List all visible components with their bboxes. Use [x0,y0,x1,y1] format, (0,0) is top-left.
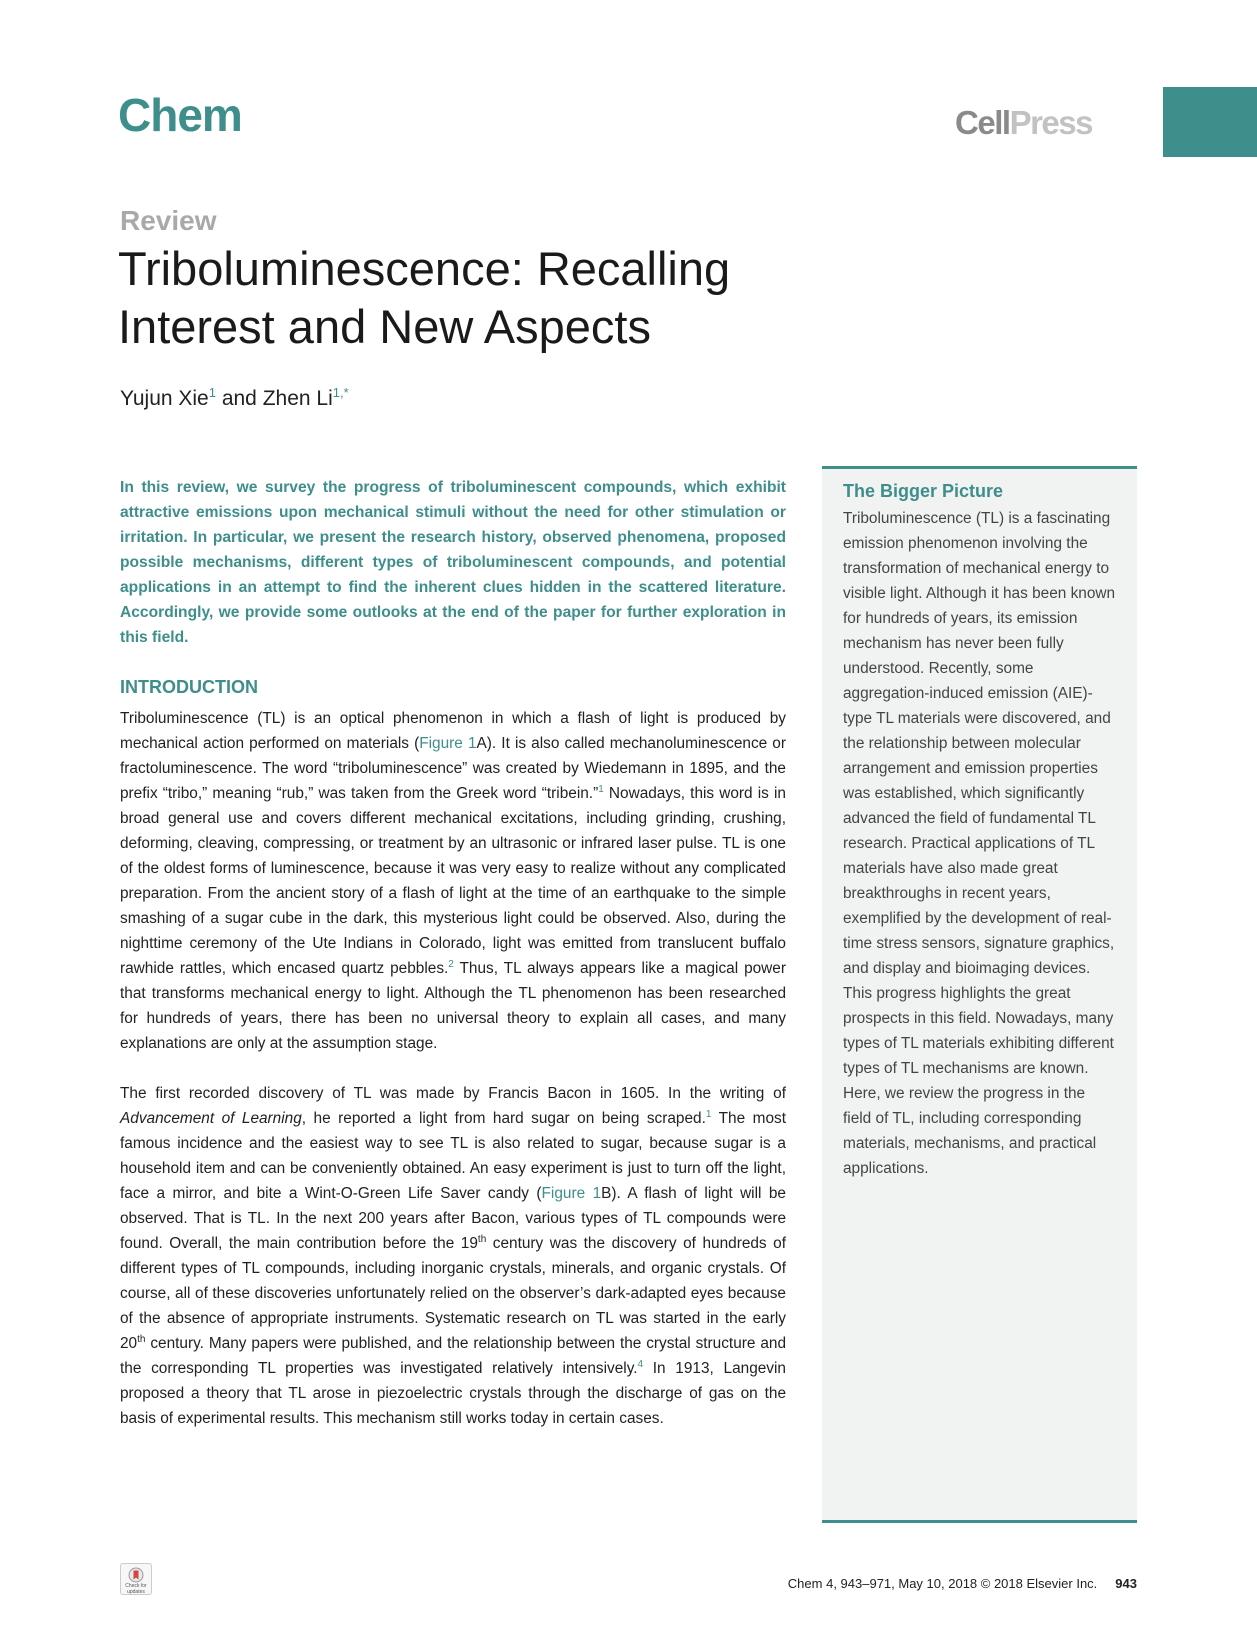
text-run: century. Many papers were published, and the relationship between the crystal structure and the corresponding TL properties was investigated relatively intensively. [120,1335,786,1377]
page-footer [788,1576,1137,1591]
text-run: The most famous incidence and the easiest way to see TL is also related to sugar, because sugar is a household item and can be conveniently obtained. An easy experiment is just to turn off the light, face a mirror, and bite a Wint-O-Green Life Saver candy ( [120,1110,787,1202]
corner-color-tab [1163,87,1257,157]
reference-link[interactable]: 1 [705,1108,712,1120]
reference-link[interactable]: 1 [598,783,604,795]
journal-logo: Chem [118,89,242,141]
text-run: Thus, TL always appears like a magical power that transforms mechanical energy to light. Although the TL phenomenon has been researched for hundreds of years, there has been no universal theory to explain all cases, and many explanations are only at the assumption stage. [120,960,786,1052]
check-for-updates-label: Check for updates [125,1583,147,1595]
sidebar-text: Triboluminescence (TL) is a fascinating emission phenomenon involving the transformation of mechanical energy to visible light. Although it has been known for hundreds of years, its emission mechanism has never been fully understood. Recently, some aggregation-induced emission (AIE)-type TL materials were discovered, and the relationship between molecular arrangement and emission properties was established, which significantly advanced the field of fundamental TL research. Practical applications of TL materials have also made great breakthroughs in recent years, exemplified by the development of real-time stress sensors, signature graphics, and display and bioimaging devices. This progress highlights the great prospects in this field. Nowadays, many types of TL materials exhibiting different types of TL mechanisms are known. Here, we review the progress in the field of TL, including corresponding materials, mechanisms, and practical applications. [843,510,1116,1177]
publisher-logo-press: Press [1009,104,1092,141]
figure-link[interactable]: Figure 1 [419,735,477,752]
figure-link[interactable]: Figure 1 [541,1185,602,1202]
author-affiliation-marker[interactable]: 1 [208,385,216,400]
bookmark-icon [128,1567,144,1583]
reference-link[interactable]: 2 [448,958,454,970]
author-name: Zhen Li [262,387,333,410]
article-title: Triboluminescence: Recalling Interest and New Aspects [118,242,731,353]
ordinal-suffix: th [477,1233,487,1245]
body-text [120,706,786,1456]
text-run: A). It is also called mechanoluminescence or fractoluminescence. The word “triboluminescence” was created by Wiedemann in 1895, and the prefix “tribo,” meaning “rub,” was taken from the Greek word “tribein.” [120,735,786,802]
author-joiner: and [215,387,263,410]
ordinal-suffix: th [137,1333,146,1345]
publisher-logo [955,106,1092,139]
author-list [120,385,349,411]
reference-link[interactable]: 4 [637,1358,644,1370]
text-run: In 1913, Langevin proposed a theory that TL arose in piezoelectric crystals through the discharge of gas on the basis of experimental results. This mechanism still works today in certain cases. [120,1360,786,1427]
check-for-updates-badge[interactable] [120,1563,152,1595]
text-run: , he reported a light from hard sugar on being scraped. [301,1110,706,1127]
text-run: century was the discovery of hundreds of different types of TL compounds, including inorganic crystals, minerals, and organic crystals. Of course, all of these discoveries unfortunately relied on the observer’s dark-adapted eyes because of the absence of appropriate instruments. Systematic research on TL was started in the early 20 [120,1235,786,1352]
page-number: 943 [1115,1576,1137,1591]
paragraph [120,706,786,1056]
paragraph [120,1081,786,1431]
bigger-picture-sidebar [822,466,1137,1523]
author-name: Yujun Xie [120,387,209,410]
text-run: Nowadays, this word is in broad general use and covers different mechanical excitations, including grinding, crushing, deforming, cleaving, compressing, or treatment by an ultrasonic or infrared laser pulse. TL is one of the oldest forms of luminescence, because it was very easy to realize without any complicated preparation. From the ancient story of a flash of light at the time of an earthquake to the simple smashing of a sugar cube in the dark, this mysterious light could be observed. Also, during the nighttime ceremony of the Ute Indians in Colorado, light was emitted from translucent buffalo rawhide rattles, which encased quartz pebbles. [120,785,786,977]
abstract: In this review, we survey the progress of triboluminescent compounds, which exhibit attractive emissions upon mechanical stimuli without the need for other stimulation or irritation. In particular, we present the research history, observed phenomena, proposed possible mechanisms, different types of triboluminescent compounds, and potential applications in an attempt to find the inherent clues hidden in the scattered literature. Accordingly, we provide some outlooks at the end of the paper for further exploration in this field. [120,479,786,646]
text-run: The first recorded discovery of TL was made by Francis Bacon in 1605. In the writing of [120,1085,786,1102]
section-heading-introduction: INTRODUCTION [120,677,258,697]
text-run: Triboluminescence (TL) is an optical phenomenon in which a flash of light is produced by mechanical action performed on materials ( [120,710,786,752]
publisher-logo-cell: Cell [955,104,1010,141]
text-run: B). A flash of light will be observed. That is TL. In the next 200 years after Bacon, various types of TL compounds were found. Overall, the main contribution before the 19 [120,1185,786,1252]
article-type-label: Review [120,205,217,236]
author-affiliation-marker[interactable]: 1,* [332,385,349,400]
citation: Chem 4, 943–971, May 10, 2018 © 2018 Elsevier Inc. [787,1576,1098,1591]
sidebar-title: The Bigger Picture [843,481,1004,501]
book-title: Advancement of Learning [120,1110,302,1127]
